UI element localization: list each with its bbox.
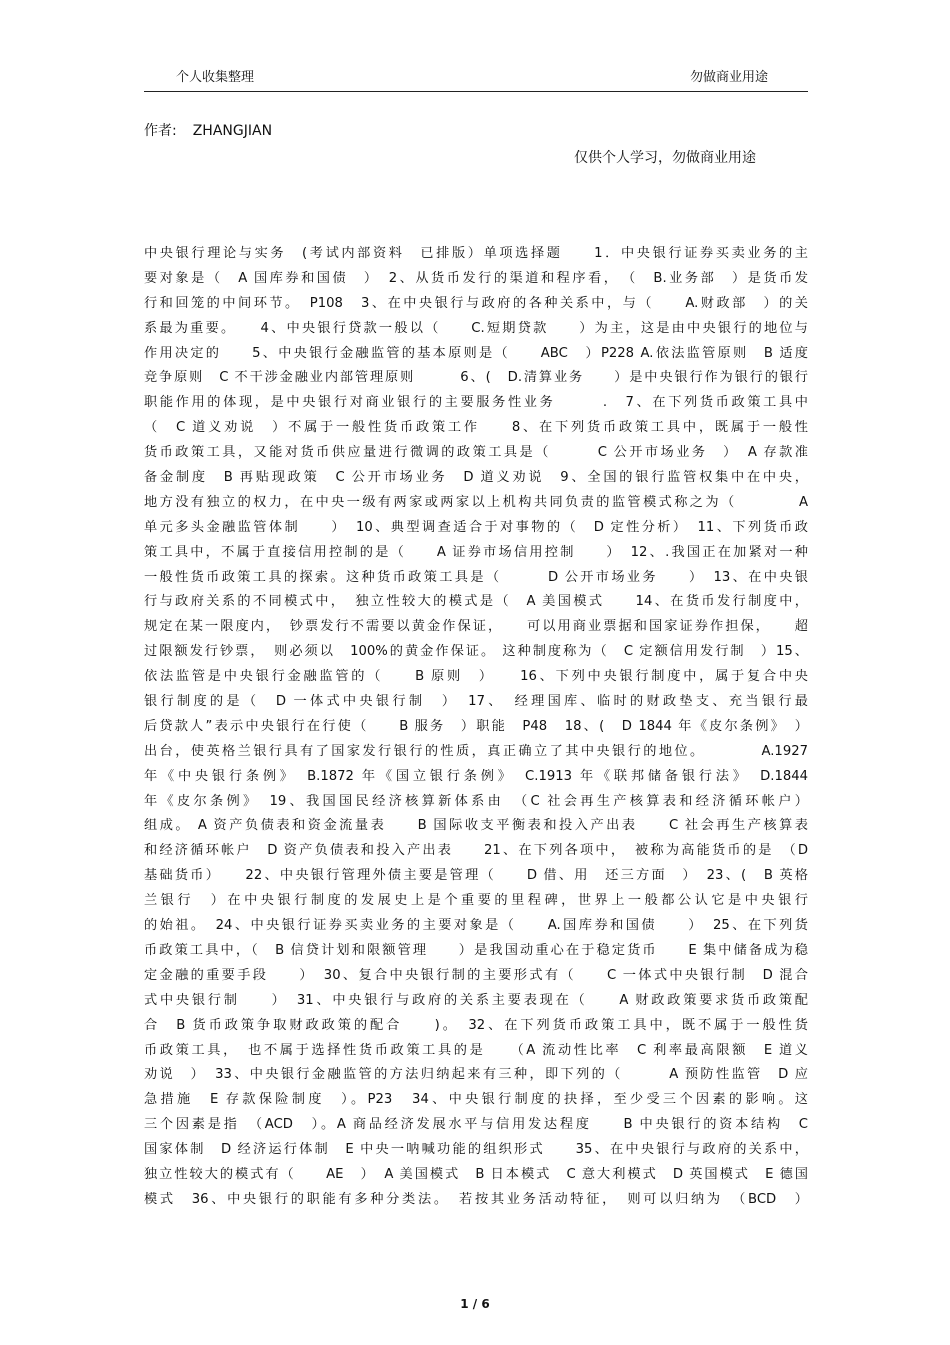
body-line: 和经济循环帐户 D 资产负债表和投入产出表 21、在下列各项中， 被称为高能货币的是 （D <box>144 843 808 859</box>
body-line: 银行制度的是（ D 一体式中央银行制 ） 17、 经理国库、临时的财政垫支、充当银行最 <box>144 694 808 710</box>
body-line: 式中央银行制 ） 31、中央银行与政府的关系主要表现在（ A 财政政策要求货币政策配 <box>144 992 808 1008</box>
body-line: 币政策工具中，（ B 信贷计划和限额管理 ）是我国动重心在于稳定货币 E 集中储备成为稳 <box>144 942 808 958</box>
body-line: 行和回笼的中间环节。 P108 3、在中央银行与政府的各种关系中，与（ A.财政部 ）的关 <box>144 295 808 311</box>
body-line: 的始祖。 24、中央银行证券买卖业务的主要对象是（ A.国库券和国债 ） 25、在下列货 <box>144 918 808 934</box>
author-name: ZHANGJIAN <box>192 123 273 139</box>
body-line: 劝说 ） 33、中央银行金融监管的方法归纳起来有三种，即下列的（ A 预防性监管 D 应 <box>144 1067 808 1083</box>
body-line: 三个因素是指 （ACD ）。A 商品经济发展水平与信用发达程度 B 中央银行的资本结构 C <box>144 1117 808 1133</box>
body-line: 国家体制 D 经济运行体制 E 中央一呐喊功能的组织形式 35、在中央银行与政府的关系中， <box>144 1142 808 1158</box>
header-left-text: 个人收集整理 <box>176 70 255 85</box>
body-line: 行与政府关系的不同模式中， 独立性较大的模式是（ A 美国模式 14、在货币发行制度中， <box>144 594 808 610</box>
body-line: 要对象是（ A 国库券和国债 ） 2、从货币发行的渠道和程序看， （ B.业务部 ）是货币发 <box>144 270 808 286</box>
body-line: 策工具中，不属于直接信用控制的是（ A 证券市场信用控制 ） 12、.我国正在加紧对一种 <box>144 544 808 560</box>
body-line: 职能作用的体现，是中央银行对商业银行的主要服务性业务 . 7、在下列货币政策工具中 <box>144 395 808 411</box>
body-line: 出台，使英格兰银行具有了国家发行银行的性质，真正确立了其中央银行的地位。 A.1927 <box>144 743 808 759</box>
author-line <box>144 120 288 140</box>
body-line: 急措施 E 存款保险制度 ）。P23 34、中央银行制度的抉择，至少受三个因素的影响。这 <box>144 1092 808 1108</box>
body-line: 后贷款人”表示中央银行在行使（ B 服务 ）职能 P48 18、( D 1844 年《皮尔条例》 ） <box>144 718 808 734</box>
body-line: 系最为重要。 4、中央银行贷款一般以（ C.短期贷款 ）为主，这是由中央银行的地位与 <box>144 320 808 336</box>
header-divider <box>144 91 808 92</box>
usage-notice: 仅供个人学习，勿做商业用途 <box>574 150 756 166</box>
body-line: 基础货币） 22、中央银行管理外债主要是管理（ D 借、用 还三方面 ） 23、( B 英格 <box>144 868 808 884</box>
body-line: 中央银行理论与实务 (考试内部资料 已排版）单项选择题 1．中央银行证券买卖业务的主 <box>144 246 808 261</box>
body-line: 依法监管是中央银行金融监管的（ B 原则 ） 16、下列中央银行制度中，属于复合中央 <box>144 669 808 685</box>
body-line: 过限额发行钞票， 则必须以 100%的黄金作保证。 这种制度称为（ C 定额信用发行制 ）15、 <box>144 644 808 660</box>
body-line: 定金融的重要手段 ） 30、复合中央银行制的主要形式有（ C 一体式中央银行制 D 混合 <box>144 967 808 983</box>
body-line: （ C 道义劝说 ）不属于一般性货币政策工作 8、在下列货币政策工具中，既属于一般性 <box>144 420 808 436</box>
body-line: 年《中央银行条例》 B.1872 年《国立银行条例》 C.1913 年《联邦储备银行法》 D.1844 <box>144 768 808 784</box>
body-line: 单元多头金融监管体制 ） 10、典型调查适合于对事物的（ D 定性分析） 11、下列货币政 <box>144 519 808 535</box>
body-line: 规定在某一限度内， 钞票发行不需要以黄金作保证， 可以用商业票据和国家证券作担保， 超 <box>144 619 808 635</box>
body-line: 年《皮尔条例》 19、我国国民经济核算新体系由 （C 社会再生产核算表和经济循环帐户） <box>144 793 808 809</box>
body-line: 一般性货币政策工具的探索。这种货币政策工具是（ D 公开市场业务 ） 13、在中央银 <box>144 569 808 585</box>
body-line: 作用决定的 5、中央银行金融监管的基本原则是（ ABC ）P228 A.依法监管原则 B 适度 <box>144 345 808 361</box>
body-line: 兰银行 ）在中央银行制度的发展史上是个重要的里程碑，世界上一般都公认它是中央银行 <box>144 893 808 909</box>
body-line: 合 B 货币政策争取财政政策的配合 )。 32、在下列货币政策工具中，既不属于一般性货 <box>144 1017 808 1033</box>
body-text <box>144 242 808 1213</box>
author-label: 作者: <box>144 123 177 139</box>
body-line: 备金制度 B 再贴现政策 C 公开市场业务 D 道义劝说 9、全国的银行监管权集中在中央， <box>144 470 808 486</box>
header-right-text: 勿做商业用途 <box>690 70 769 85</box>
body-line: 模式 36、中央银行的职能有多种分类法。 若按其业务活动特征， 则可以归纳为 （BCD ） <box>144 1191 808 1207</box>
body-line: 组成。 A 资产负债表和资金流量表 B 国际收支平衡表和投入产出表 C 社会再生产核算表 <box>144 818 808 834</box>
body-line: 独立性较大的模式有（ AE ） A 美国模式 B 日本模式 C 意大利模式 D 英国模式 E 德国 <box>144 1166 808 1182</box>
body-line: 币政策工具， 也不属于选择性货币政策工具的是 （A 流动性比率 C 利率最高限额 E 道义 <box>144 1042 808 1058</box>
page-indicator: 1 / 6 <box>460 1297 490 1311</box>
body-line: 地方没有独立的权力，在中央一级有两家或两家以上机构共同负责的监管模式称之为（ A <box>144 494 808 510</box>
body-line: 竞争原则 C 不干涉金融业内部管理原则 6、( D.清算业务 ）是中央银行作为银行的银行 <box>144 370 808 386</box>
body-line: 货币政策工具，又能对货币供应量进行微调的政策工具是（ C 公开市场业务 ） A 存款准 <box>144 445 808 461</box>
